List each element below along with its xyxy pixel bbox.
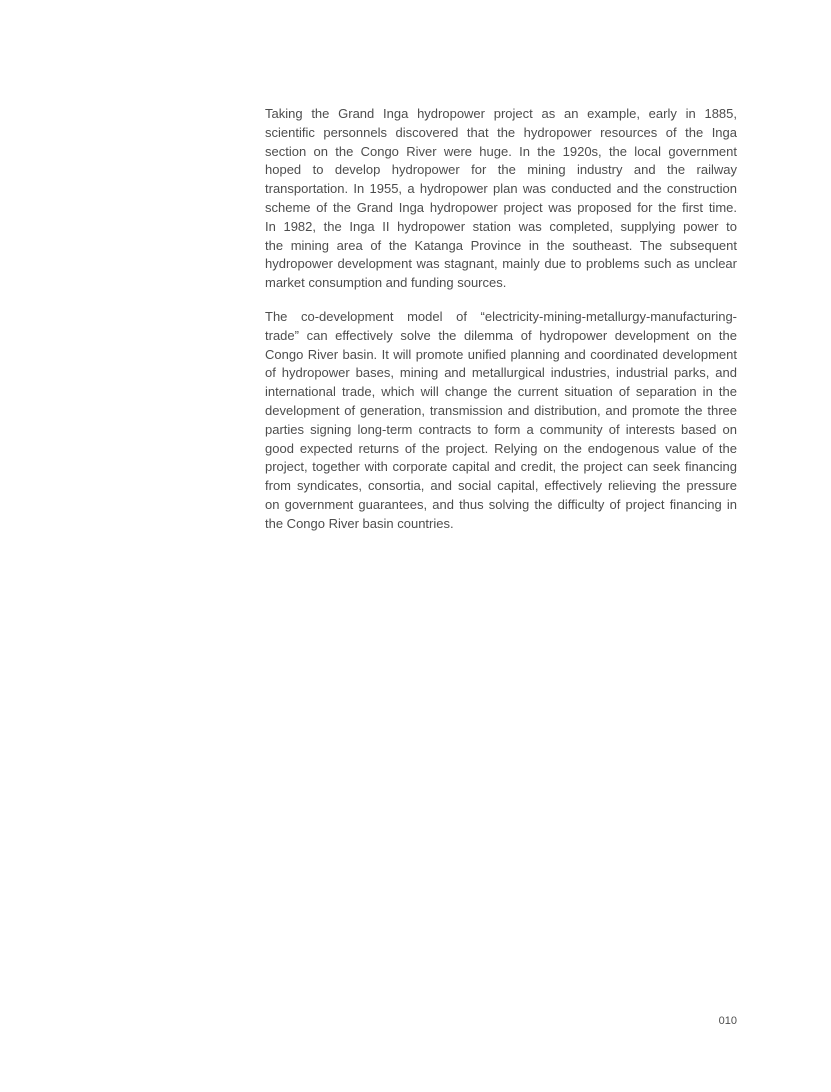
text-line: The co-development model of “electricity-mining-metallurgy-manufacturing- bbox=[265, 308, 737, 324]
text-line: project, together with corporate capital and credit, the project can seek financing bbox=[265, 459, 737, 475]
text-line: section on the Congo River were huge. In the 1920s, the local government bbox=[265, 143, 737, 159]
text-line: from syndicates, consortia, and social capital, effectively relieving the pressure bbox=[265, 478, 737, 494]
text-line: of hydropower bases, mining and metallurgical industries, industrial parks, and bbox=[265, 365, 737, 381]
paragraph-1 bbox=[265, 105, 737, 293]
text-line: good expected returns of the project. Relying on the endogenous value of the bbox=[265, 440, 737, 456]
text-line: Taking the Grand Inga hydropower project as an example, early in 1885, bbox=[265, 106, 737, 121]
text-line: international trade, which will change the current situation of separation in the bbox=[265, 384, 737, 400]
text-line: In 1982, the Inga II hydropower station was completed, supplying power to bbox=[265, 218, 737, 234]
text-line: development of generation, transmission and distribution, and promote the three bbox=[265, 402, 737, 418]
text-line: transportation. In 1955, a hydropower plan was conducted and the construction bbox=[265, 181, 737, 197]
page-number: 010 bbox=[718, 1015, 737, 1027]
text-line: on government guarantees, and thus solving the difficulty of project financing in bbox=[265, 496, 737, 512]
text-line: the mining area of the Katanga Province in the southeast. The subsequent bbox=[265, 237, 737, 253]
text-line: scientific personnels discovered that the hydropower resources of the Inga bbox=[265, 124, 737, 140]
text-line: market consumption and funding sources. bbox=[265, 275, 507, 291]
text-line: parties signing long-term contracts to form a community of interests based on bbox=[265, 421, 737, 437]
paragraph-2 bbox=[265, 308, 737, 534]
text-line: scheme of the Grand Inga hydropower project was proposed for the first time. bbox=[265, 199, 737, 215]
text-line: trade” can effectively solve the dilemma of hydropower development on the bbox=[265, 327, 737, 343]
text-line: Congo River basin. It will promote unified planning and coordinated development bbox=[265, 346, 737, 362]
text-line: hoped to develop hydropower for the mining industry and the railway bbox=[265, 162, 737, 178]
text-line: hydropower development was stagnant, mainly due to problems such as unclear bbox=[265, 256, 737, 272]
text-line: the Congo River basin countries. bbox=[265, 515, 454, 531]
body-text bbox=[265, 105, 737, 534]
